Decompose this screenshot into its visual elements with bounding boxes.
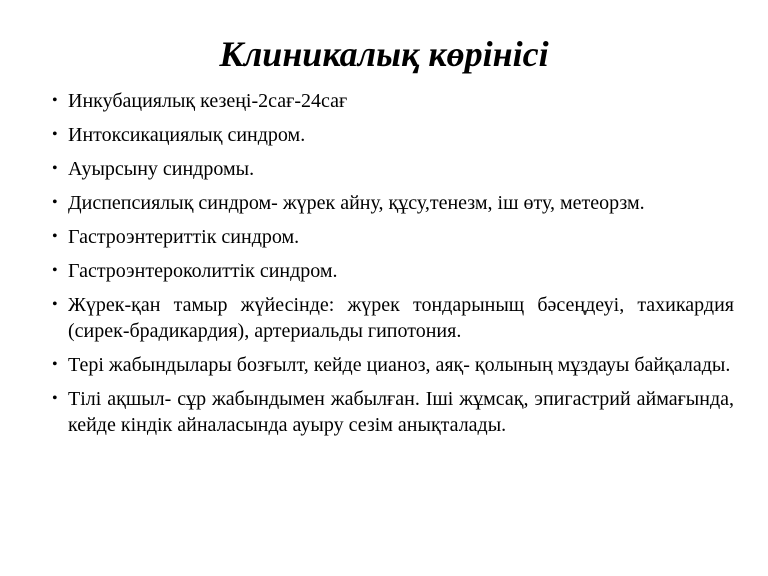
- list-item-text: Гастроэнтероколиттік синдром.: [68, 260, 338, 282]
- bullet-icon: •: [52, 160, 58, 177]
- list-item-text: Инкубациялық кезеңі-2сағ-24сағ: [68, 90, 348, 112]
- list-item-text: Диспепсиялық синдром- жүрек айну, құсу,тенезм, іш өту, метеорзм.: [68, 192, 645, 214]
- list-item-text: Тілі ақшыл- сұр жабындымен жабылған. Іші жұмсақ, эпигастрий аймағында, кейде кіндік айналасында ауыру сезім анықталады.: [68, 388, 734, 436]
- list-item: [52, 258, 734, 284]
- list-item: [52, 224, 734, 250]
- bullet-icon: •: [52, 194, 58, 211]
- list-item: [52, 122, 734, 148]
- list-item: [52, 156, 734, 182]
- list-item-text: Ауырсыну синдромы.: [68, 158, 255, 180]
- list-item: [52, 292, 734, 344]
- bullet-icon: •: [52, 296, 58, 313]
- bullet-icon: •: [52, 262, 58, 279]
- list-item-text: Жүрек-қан тамыр жүйесінде: жүрек тондарыныщ бәсеңдеуі, тахикардия (сирек-брадикардия), артериальды гипотония.: [68, 294, 734, 342]
- bullet-list: [52, 88, 734, 438]
- list-item-text: Интоксикациялық синдром.: [68, 124, 306, 146]
- slide-title: Клиникалық көрінісі: [219, 34, 549, 74]
- bullet-icon: •: [52, 228, 58, 245]
- list-item: [52, 190, 734, 216]
- list-item: [52, 386, 734, 438]
- bullet-icon: •: [52, 126, 58, 143]
- list-item-text: Гастроэнтериттік синдром.: [68, 226, 300, 248]
- bullet-icon: •: [52, 92, 58, 109]
- bullet-icon: •: [52, 390, 58, 407]
- list-item-text: Тері жабындылары бозғылт, кейде цианоз, аяқ- қолының мұздауы байқалады.: [68, 354, 731, 376]
- list-item: [52, 88, 734, 114]
- list-item: [52, 352, 734, 378]
- bullet-icon: •: [52, 356, 58, 373]
